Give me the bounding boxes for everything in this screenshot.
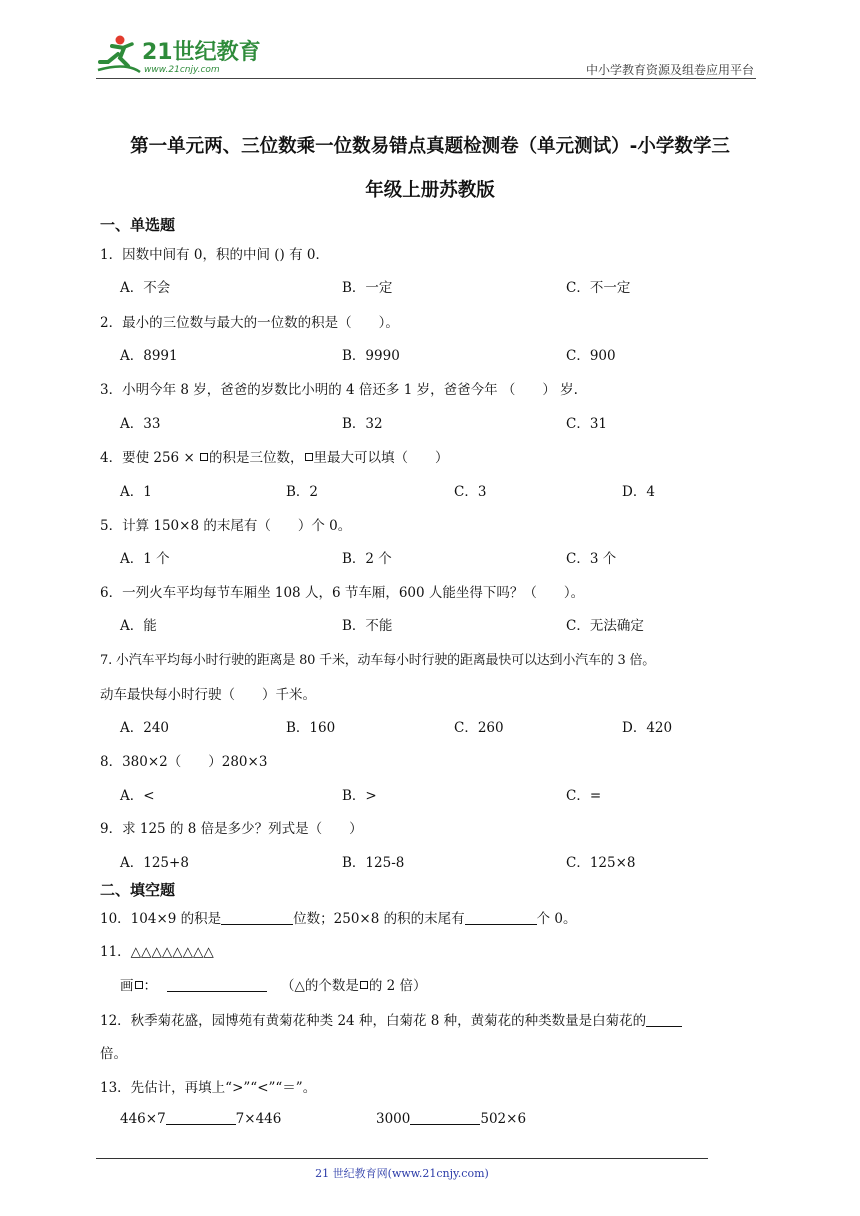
q1-option-c: C．不一定 — [566, 280, 631, 296]
document-title-line-1: 第一单元两、三位数乘一位数易错点真题检测卷（单元测试）-小学数学三 — [130, 136, 730, 157]
q3-option-b: B．32 — [342, 416, 383, 432]
q6-option-c: C．无法确定 — [566, 618, 644, 634]
q4-option-c: C．3 — [454, 484, 487, 500]
question-7-line-2: 动车最快每小时行驶（ ）千米。 — [100, 687, 316, 703]
question-1: 1．因数中间有 0，积的中间 () 有 0． — [100, 247, 329, 263]
answer-blank[interactable] — [465, 910, 537, 925]
question-6: 6．一列火车平均每节车厢坐 108 人，6 节车厢，600 人能坐得下吗？（ ）。 — [100, 585, 585, 601]
q4-option-d: D．4 — [622, 484, 655, 500]
footer-divider — [96, 1158, 708, 1159]
q9-option-a: A．125+8 — [120, 855, 189, 871]
box-placeholder-icon — [200, 453, 208, 461]
answer-blank[interactable] — [410, 1110, 480, 1125]
svg-text:21世纪教育: 21世纪教育 — [142, 40, 261, 65]
q9-option-b: B．125-8 — [342, 855, 405, 871]
question-4 — [100, 446, 449, 466]
q1-option-a: A．不会 — [120, 280, 171, 296]
site-name: 中小学教育资源及组卷应用平台 — [585, 63, 754, 77]
document-title-line-2: 年级上册苏教版 — [365, 180, 495, 201]
q8-option-b: B．> — [342, 788, 377, 804]
q2-option-a: A．8991 — [120, 348, 178, 364]
svg-text:www.21cnjy.com: www.21cnjy.com — [144, 65, 220, 75]
answer-blank[interactable] — [221, 910, 293, 925]
q10-part-2: 位数；250×8 的积的末尾有 — [293, 911, 465, 927]
q13-e1-right: 7×446 — [235, 1111, 282, 1127]
question-11: 11．△△△△△△△△ — [100, 944, 214, 960]
q2-option-b: B．9990 — [342, 348, 400, 364]
question-7-line-1: 7. 小汽车平均每小时行驶的距离是 80 千米，动车每小时行驶的距离最快可以达到小汽车的 3 倍。 — [100, 653, 656, 668]
q13-e2-right: 502×6 — [480, 1111, 527, 1127]
question-12-line-1 — [100, 1009, 682, 1029]
q4-stem-part-1: 4．要使 256 × — [100, 450, 200, 466]
q7-option-a: A．240 — [120, 720, 170, 736]
q10-part-1: 10．104×9 的积是 — [100, 911, 222, 927]
q3-option-c: C．31 — [566, 416, 608, 432]
q10-part-3: 个 0。 — [536, 911, 577, 927]
q4-option-b: B．2 — [286, 484, 319, 500]
question-10 — [100, 907, 577, 927]
q8-option-c: C．= — [566, 788, 602, 804]
q8-option-a: A．< — [120, 788, 155, 804]
box-placeholder-icon — [305, 453, 313, 461]
q11-note-part-1: （△的个数是 — [281, 978, 359, 994]
q5-option-b: B．2 个 — [342, 551, 392, 567]
section-heading-fill-blank: 二、填空题 — [100, 881, 176, 899]
logo — [96, 32, 266, 76]
question-3: 3．小明今年 8 岁，爸爸的岁数比小明的 4 倍还多 1 岁，爸爸今年 （ ） 岁. — [100, 382, 578, 398]
q3-option-a: A．33 — [120, 416, 161, 432]
answer-blank[interactable] — [166, 1110, 236, 1125]
q6-option-a: A．能 — [120, 618, 157, 634]
footer-link[interactable]: 21 世纪教育网(www.21cnjy.com) — [315, 1167, 489, 1180]
header-divider — [96, 78, 756, 79]
q13-expression-2 — [376, 1110, 526, 1127]
q13-e2-left: 3000 — [376, 1111, 411, 1127]
q13-e1-left: 446×7 — [120, 1111, 166, 1127]
q4-option-a: A．1 — [120, 484, 152, 500]
q2-option-c: C．900 — [566, 348, 616, 364]
q12-text: 12．秋季菊花盛，园博苑有黄菊花种类 24 种，白菊花 8 种，黄菊花的种类数量是白菊花的 — [100, 1013, 647, 1029]
q13-expression-1 — [120, 1110, 281, 1127]
q4-stem-part-3: 里最大可以填（ ） — [313, 450, 449, 466]
answer-blank[interactable] — [646, 1012, 682, 1027]
q6-option-b: B．不能 — [342, 618, 393, 634]
q7-option-d: D．420 — [622, 720, 673, 736]
q11-colon: ： — [143, 978, 157, 994]
box-placeholder-icon — [360, 981, 368, 989]
q9-option-c: C．125×8 — [566, 855, 636, 871]
runner-logo-icon — [96, 32, 266, 76]
q7-option-c: C．260 — [454, 720, 504, 736]
q7-option-b: B．160 — [286, 720, 336, 736]
question-9: 9．求 125 的 8 倍是多少？列式是（ ） — [100, 821, 363, 837]
q5-option-a: A．1 个 — [120, 551, 170, 567]
question-8: 8．380×2（ ）280×3 — [100, 754, 268, 770]
question-5: 5．计算 150×8 的末尾有（ ）个 0。 — [100, 518, 352, 534]
q1-option-b: B．一定 — [342, 280, 393, 296]
page-header — [96, 28, 756, 80]
question-2: 2．最小的三位数与最大的一位数的积是（ ）。 — [100, 315, 399, 331]
section-heading-single-choice: 一、单选题 — [100, 216, 176, 234]
q11-note-part-2: 的 2 倍） — [368, 978, 427, 994]
box-placeholder-icon — [135, 981, 143, 989]
q4-stem-part-2: 的积是三位数， — [209, 450, 304, 466]
q5-option-c: C．3 个 — [566, 551, 617, 567]
question-11-instruction — [120, 974, 427, 994]
q11-draw-label: 画 — [120, 978, 134, 994]
question-12-line-2: 倍。 — [100, 1046, 127, 1062]
question-13: 13．先估计，再填上“>”“<”“＝”。 — [100, 1080, 317, 1096]
answer-blank[interactable] — [167, 977, 267, 992]
